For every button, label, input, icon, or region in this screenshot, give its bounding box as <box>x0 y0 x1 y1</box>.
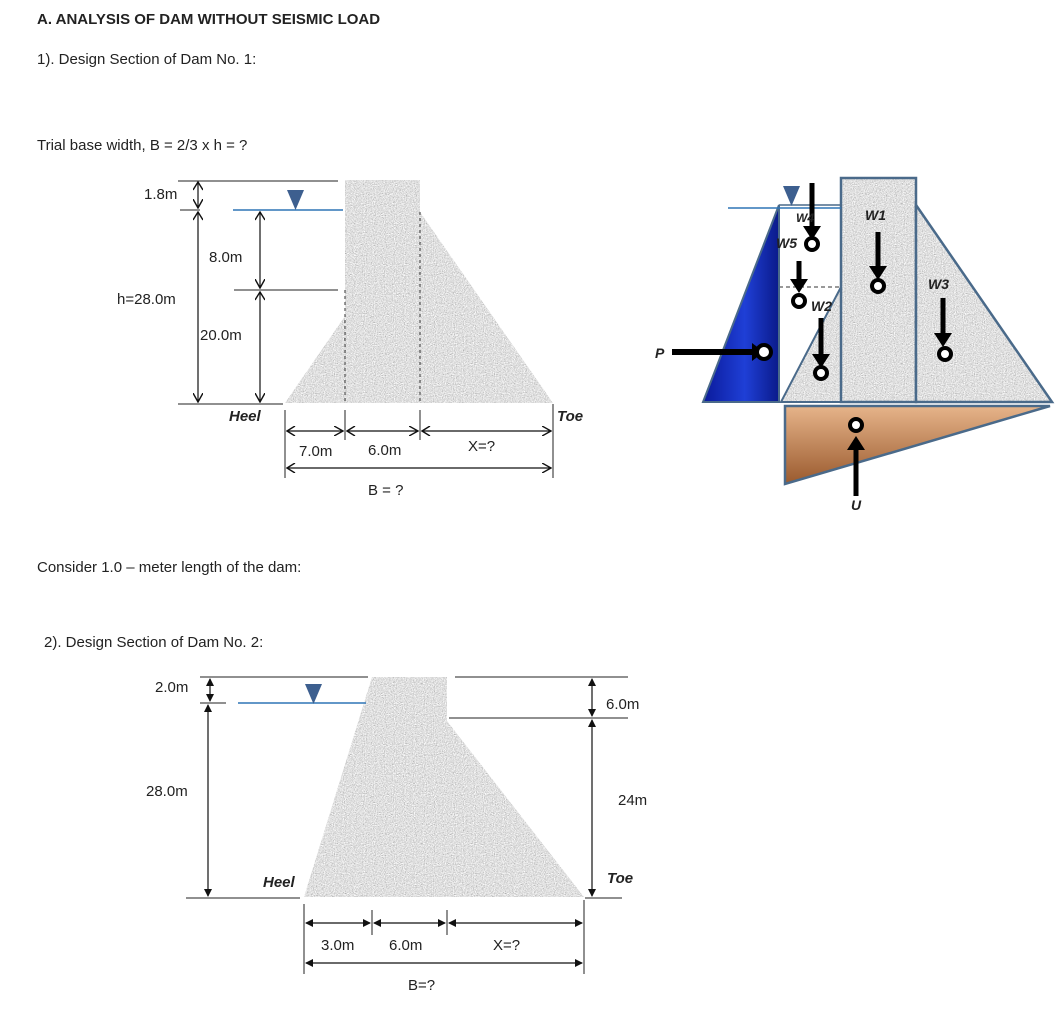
w4-label: W4 <box>796 211 814 225</box>
consider-length-text: Consider 1.0 – meter length of the dam: <box>37 559 302 576</box>
force-diagram <box>655 178 1052 513</box>
dam1-crest-width-label: 6.0m <box>368 442 402 459</box>
w3-label: W3 <box>928 276 949 292</box>
dam2-toe-label: Toe <box>607 870 634 887</box>
toe-triangle <box>916 205 1052 402</box>
dam2-section <box>146 677 647 994</box>
dam2-body <box>304 677 584 897</box>
dam1-body <box>285 180 553 403</box>
p-label: P <box>655 345 665 361</box>
dam2-toe-width-label: X=? <box>493 937 521 954</box>
water-level-marker-icon <box>783 186 800 206</box>
dam1-height-label: h=28.0m <box>117 291 176 308</box>
uplift-triangle <box>785 406 1050 484</box>
dam2-heel-label: Heel <box>263 874 295 891</box>
dam2-crest-width-label: 6.0m <box>389 937 423 954</box>
u-label: U <box>851 497 862 513</box>
water-level-marker-icon <box>287 190 304 210</box>
dam1-upper-depth-label: 8.0m <box>209 249 243 266</box>
section-heading: A. ANALYSIS OF DAM WITHOUT SEISMIC LOAD <box>37 11 381 28</box>
water-level-marker-icon <box>305 684 322 704</box>
dam1-toe-label: Toe <box>557 408 584 425</box>
dam1-section <box>117 180 583 499</box>
dam1-freeboard-label: 1.8m <box>144 186 178 203</box>
dam2-right-height-label: 24m <box>618 792 648 809</box>
dam2-height-label: 28.0m <box>146 783 188 800</box>
w1-label: W1 <box>865 207 886 223</box>
section1-title: 1). Design Section of Dam No. 1: <box>37 51 257 68</box>
w2-label: W2 <box>811 298 832 314</box>
section2-title: 2). Design Section of Dam No. 2: <box>44 634 264 651</box>
dam2-top-right-label: 6.0m <box>606 696 640 713</box>
dam2-base-label: B=? <box>408 977 436 994</box>
dam2-freeboard-label: 2.0m <box>155 679 189 696</box>
water-pressure-triangle <box>703 205 779 402</box>
trial-base-width-text: Trial base width, B = 2/3 x h = ? <box>37 137 248 154</box>
w5-label: W5 <box>776 235 797 251</box>
dam1-heel-label: Heel <box>229 408 261 425</box>
dam1-heel-width-label: 7.0m <box>299 443 333 460</box>
dam1-toe-width-label: X=? <box>468 438 496 455</box>
dam1-base-label: B = ? <box>368 482 404 499</box>
dam2-heel-width-label: 3.0m <box>321 937 355 954</box>
dam1-lower-depth-label: 20.0m <box>200 327 242 344</box>
